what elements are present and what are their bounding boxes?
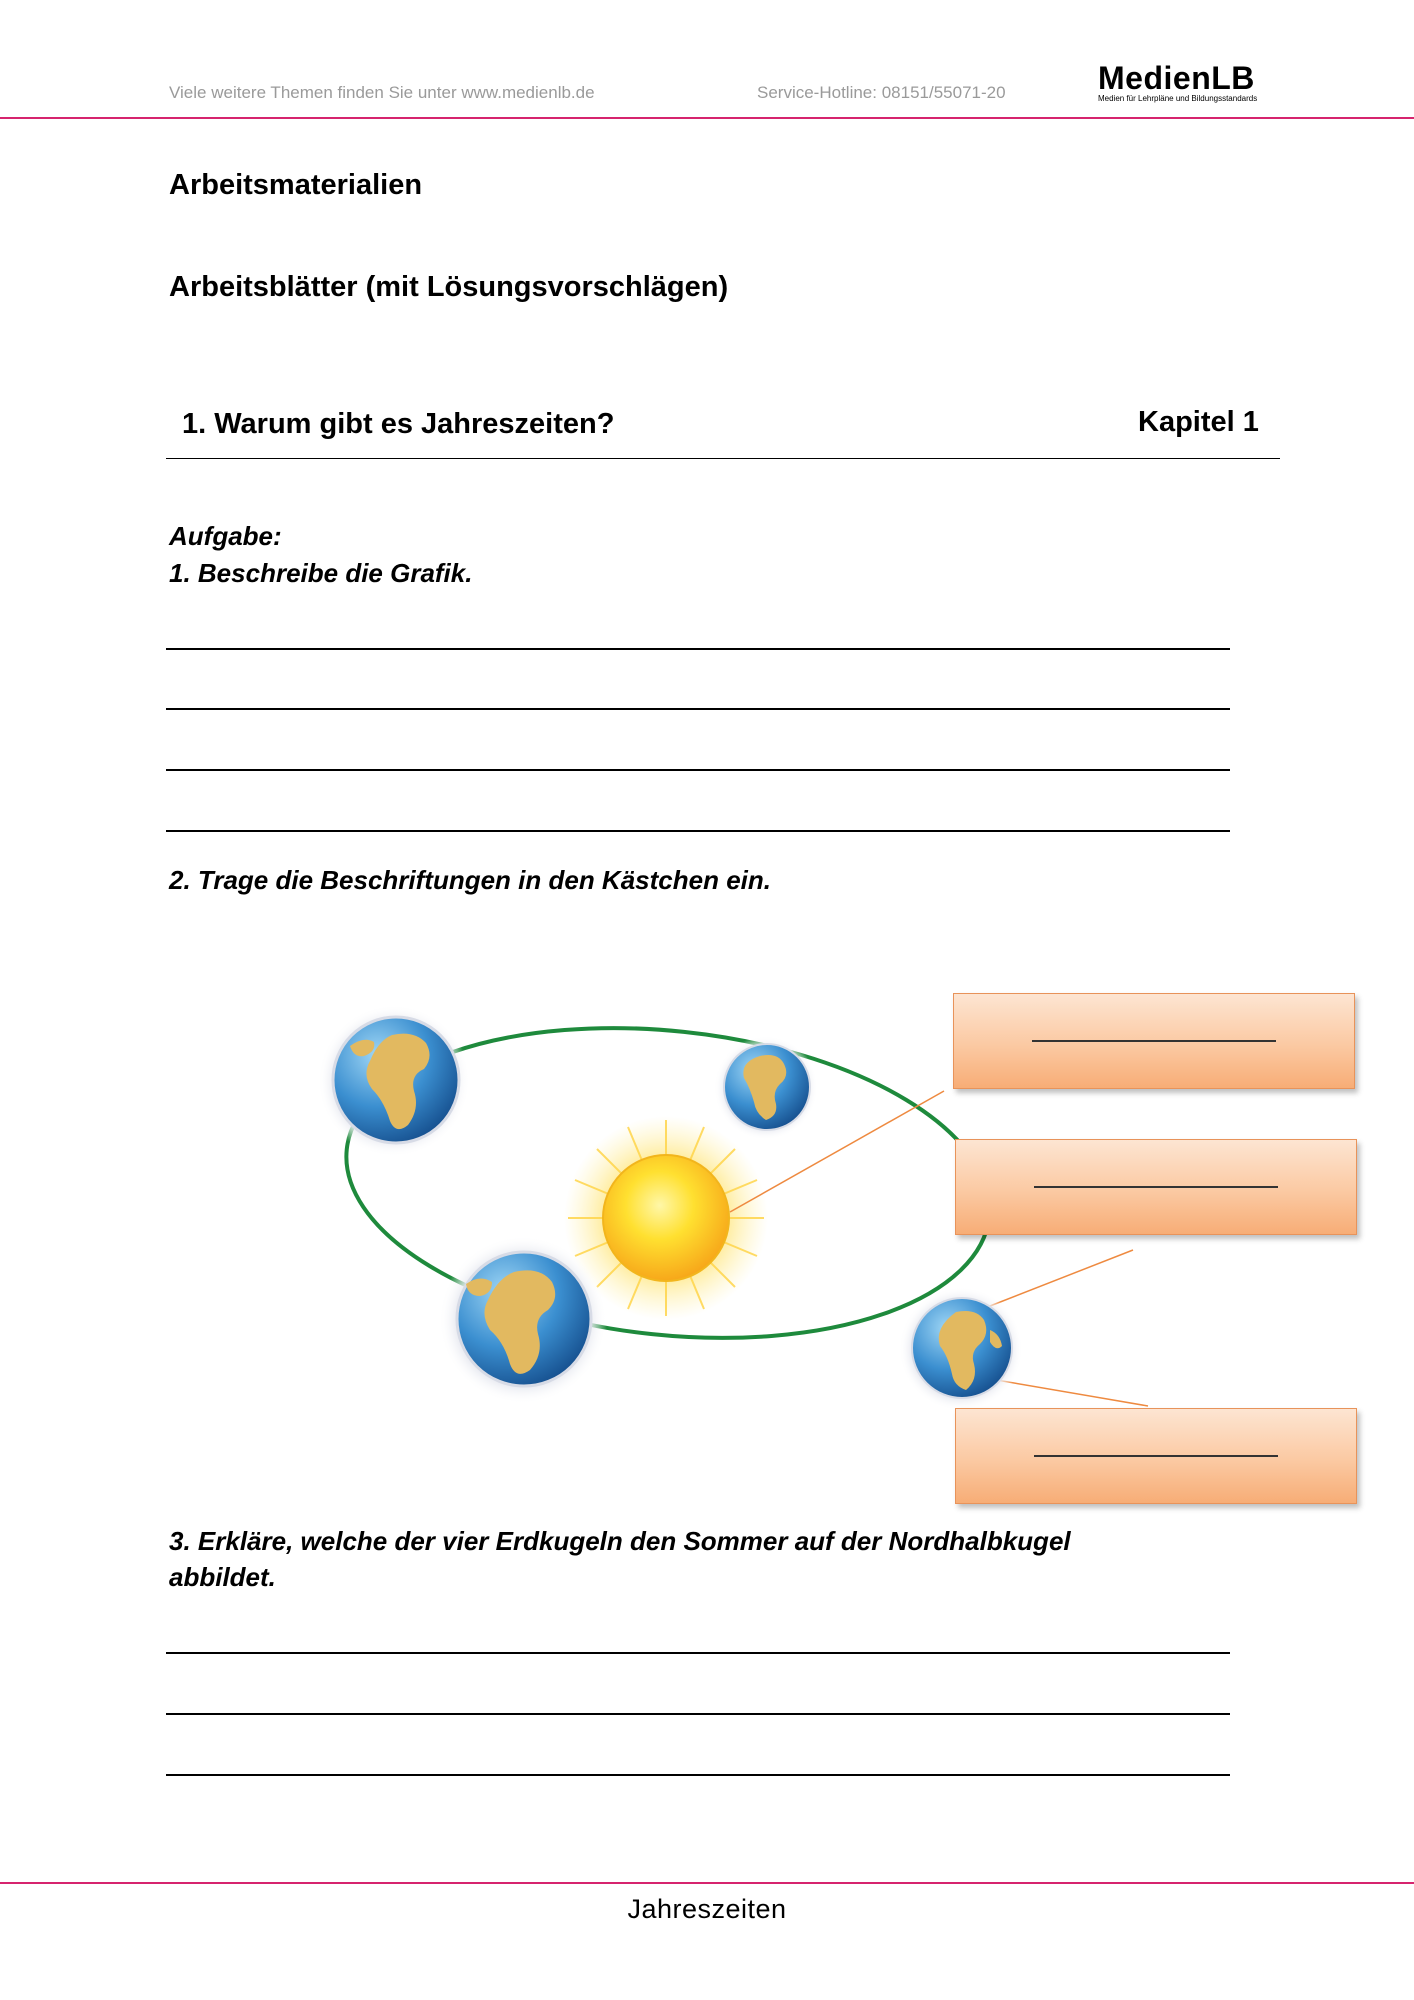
answer-line[interactable] [166, 1774, 1230, 1776]
worksheet-title: Arbeitsblätter (mit Lösungsvorschlägen) [169, 271, 729, 303]
label-box-2[interactable] [955, 1139, 1357, 1235]
label-box-3[interactable] [955, 1408, 1357, 1504]
task-1-text: 1. Beschreibe die Grafik. [169, 558, 473, 588]
footer-divider [0, 1882, 1414, 1884]
answer-line[interactable] [166, 1652, 1230, 1654]
earth-globe-icon [899, 1287, 1023, 1411]
chapter-topic: 1. Warum gibt es Jahreszeiten? [182, 408, 615, 440]
task-3-text: 3. Erkläre, welche der vier Erdkugeln den Sommer auf der Nordhalbkugel [169, 1526, 1071, 1556]
chapter-divider [166, 458, 1280, 459]
header-divider [0, 117, 1414, 119]
medienlb-logo: MedienLB [1098, 60, 1255, 96]
answer-line[interactable] [166, 830, 1230, 832]
label-fill-line [1034, 1186, 1278, 1188]
answer-line[interactable] [166, 708, 1230, 710]
label-box-1[interactable] [953, 993, 1355, 1089]
footer-title: Jahreszeiten [627, 1894, 787, 1924]
answer-line[interactable] [166, 1713, 1230, 1715]
website-note: Viele weitere Themen finden Sie unter www.medienlb.de [169, 83, 595, 102]
connector-line [990, 1250, 1133, 1306]
earth-globe-icon [439, 1236, 607, 1404]
task-heading: Aufgabe: [169, 521, 282, 551]
service-hotline: Service-Hotline: 08151/55071-20 [757, 83, 1006, 102]
logo-subtitle: Medien für Lehrpläne und Bildungsstandards [1098, 94, 1258, 103]
answer-line[interactable] [166, 769, 1230, 771]
chapter-label: Kapitel 1 [1138, 406, 1259, 438]
task-2-text: 2. Trage die Beschriftungen in den Kästchen ein. [169, 865, 771, 895]
answer-line[interactable] [166, 648, 1230, 650]
label-fill-line [1034, 1455, 1278, 1457]
earth-globe-icon [318, 1005, 470, 1157]
earth-globe-icon [714, 1036, 818, 1140]
task-3-text-continued: abbildet. [169, 1562, 276, 1592]
label-fill-line [1032, 1040, 1276, 1042]
section-title: Arbeitsmaterialien [169, 169, 423, 201]
